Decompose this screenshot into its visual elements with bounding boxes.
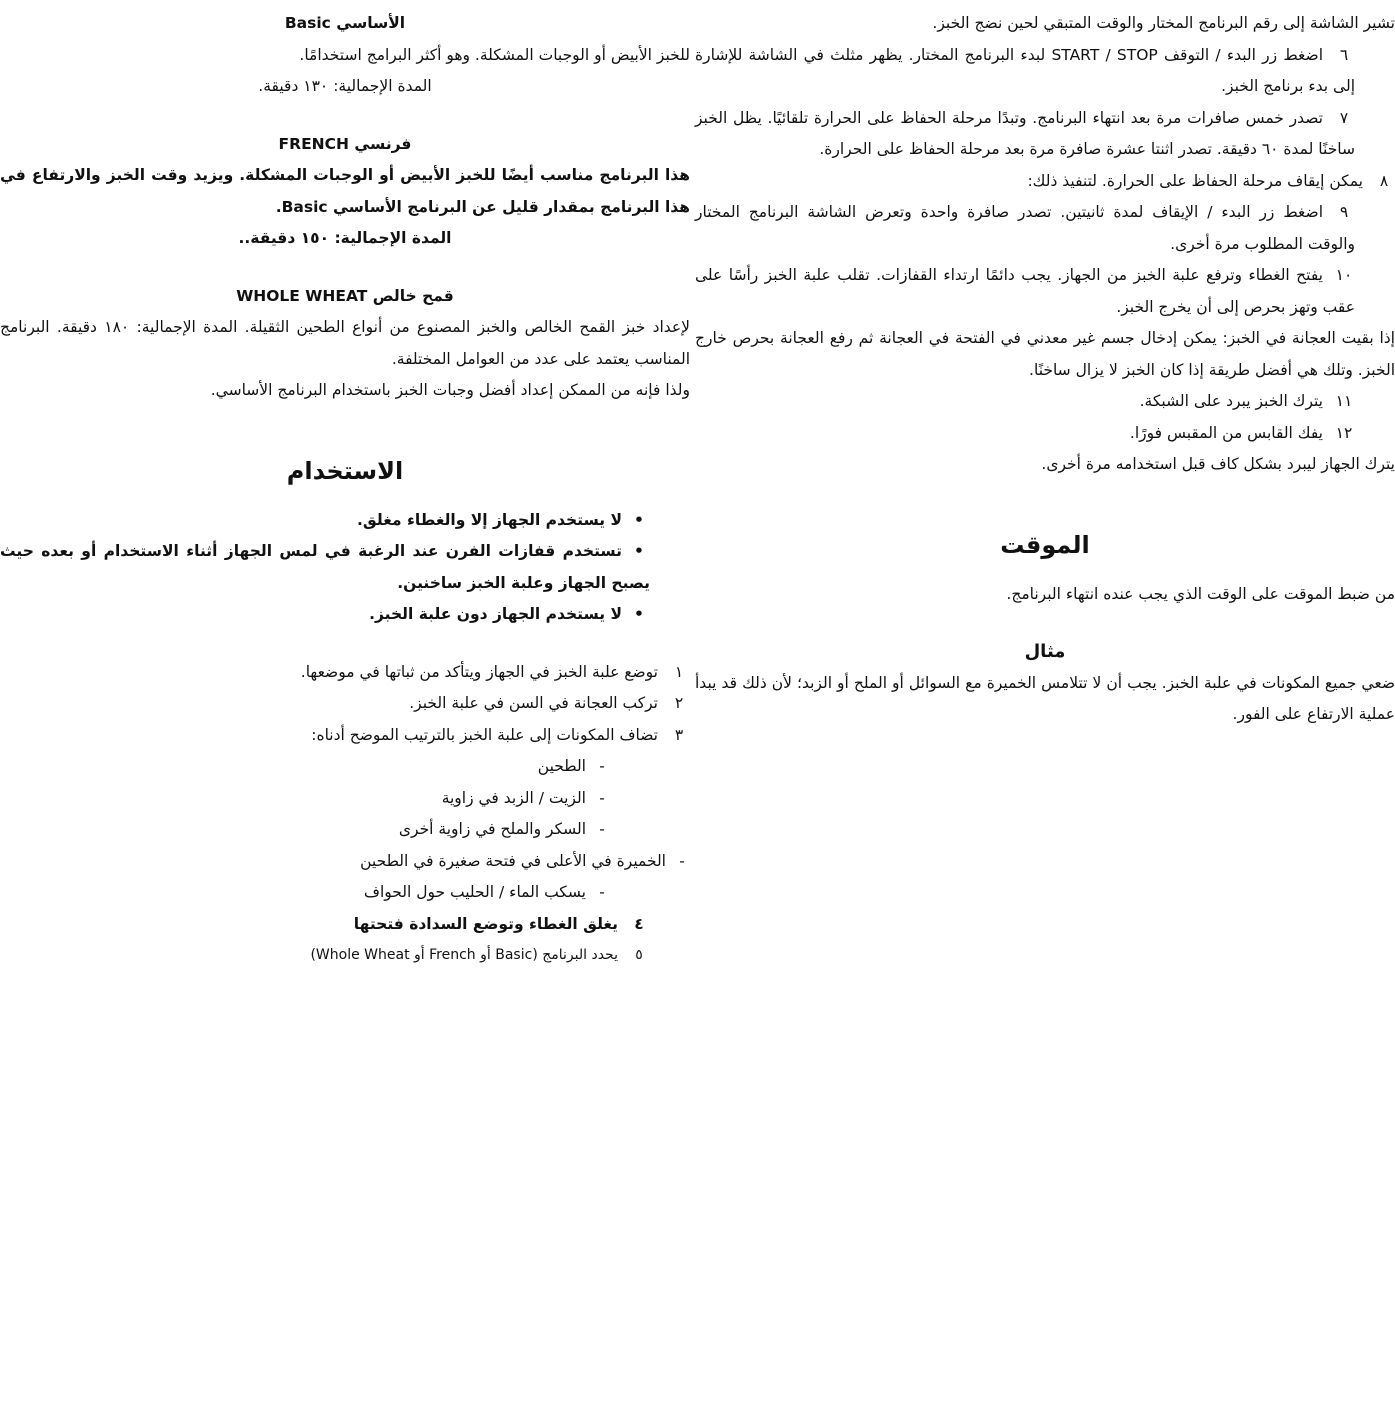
usage-bullet-3 [0, 599, 690, 631]
ingredient-3 [0, 814, 690, 846]
step-number: ١ [674, 662, 684, 681]
step-12 [695, 418, 1395, 450]
usage-bullet-2 [0, 536, 690, 599]
step-9 [695, 197, 1395, 260]
bullet-text: لا يستخدم الجهاز دون علبة الخبز. [369, 605, 622, 623]
step-number: ٩ [1339, 203, 1349, 221]
step-number: ٧ [1339, 108, 1349, 127]
step-number: ١١ [1335, 392, 1353, 410]
ingredient-text: الطحين [537, 757, 586, 775]
step-text: توضع علبة الخبز في الجهاز ويتأكد من ثباتها في موضعها. [300, 662, 658, 681]
step-3 [0, 720, 690, 752]
step-7 [695, 103, 1395, 166]
ingredient-1 [0, 751, 690, 783]
display-info-paragraph: تشير الشاشة إلى رقم البرنامج المختار والوقت المتبقي لحين نضج الخبز. [932, 14, 1395, 32]
basic-total-time: المدة الإجمالية: ١٣٠ دقيقة. [258, 77, 432, 95]
kneader-paragraph: إذا بقيت العجانة في الخبز: يمكن إدخال جسم غير معدني في الفتحة في العجانة ثم رفع العجانة بحرص خارج الخبز. وتلك هي أفضل طريقة إذا كان الخبز لا يزال ساخنًا. [695, 329, 1395, 379]
step-10 [695, 260, 1395, 323]
step-text: يفتح الغطاء وترفع علبة الخبز من الجهاز. يجب دائمًا ارتداء القفازات. تقلب علبة الخبز رأسًا على عقب وتهز بحرص إلى أن يخرج الخبز. [695, 266, 1355, 316]
example-paragraph: ضعي جميع المكونات في علبة الخبز. يجب أن لا تتلامس الخميرة مع السوائل أو الملح أو الزبد؛ لأن ذلك قد يبدأ عملية الارتفاع على الفور. [695, 673, 1395, 723]
ingredient-2 [0, 783, 690, 815]
step-number: ٥ [635, 947, 643, 963]
step-text: يمكن إيقاف مرحلة الحفاظ على الحرارة. لتنفيذ ذلك: [1027, 171, 1363, 190]
step-text: تضاف المكونات إلى علبة الخبز بالترتيب الموضح أدناه: [311, 725, 658, 744]
step-text: يغلق الغطاء وتوضع السدادة فتحتها [353, 914, 618, 933]
step-6 [695, 40, 1395, 103]
timer-heading: الموقت [1000, 530, 1090, 559]
dash-mark: - [599, 757, 605, 775]
bullet-text: لا يستخدم الجهاز إلا والغطاء مغلق. [357, 510, 622, 529]
ingredient-4 [0, 846, 690, 878]
whole-wheat-heading: قمح خالص WHOLE WHEAT [236, 286, 454, 305]
step-4 [0, 909, 690, 941]
bullet-mark: • [634, 542, 644, 560]
bullet-mark: • [634, 605, 644, 623]
dash-mark: - [599, 883, 605, 901]
step-1 [0, 657, 690, 689]
dash-mark: - [679, 851, 685, 870]
step-number: ١٢ [1335, 423, 1353, 442]
step-text: اضغط زر البدء / التوقف START / STOP لبدء البرنامج المختار. يظهر مثلث في الشاشة للإشارة إلى بدء برنامج الخبز. [695, 45, 1355, 95]
basic-description: للخبز الأبيض أو الوجبات المشكلة. وهو أكثر البرامج استخدامًا. [299, 45, 690, 64]
usage-heading: الاستخدام [286, 456, 404, 485]
bullet-text: تستخدم قفازات الفرن عند الرغبة في لمس الجهاز أثناء الاستخدام أو بعده حيث يصبح الجهاز وعلبة الخبز ساخنين. [0, 542, 650, 592]
ingredient-text: الخميرة في الأعلى في فتحة صغيرة في الطحين [360, 851, 666, 870]
bullet-mark: • [634, 510, 644, 529]
step-8 [695, 166, 1395, 198]
dash-mark: - [599, 820, 605, 838]
ingredient-5 [0, 877, 690, 909]
french-total-time: المدة الإجمالية: ١٥٠ دقيقة.. [238, 229, 452, 247]
step-number: ٨ [1379, 171, 1389, 190]
step-number: ٢ [674, 694, 684, 712]
timer-paragraph: من ضبط الموقت على الوقت الذي يجب عنده انتهاء البرنامج. [1006, 584, 1395, 603]
step-5 [0, 940, 690, 972]
step-number: ٣ [674, 725, 684, 744]
step-number: ١٠ [1335, 266, 1353, 284]
ingredient-text: السكر والملح في زاوية أخرى [398, 820, 586, 838]
step-text: تركب العجانة في السن في علبة الخبز. [409, 694, 658, 712]
step-number: ٤ [634, 914, 644, 933]
whole-wheat-note: ولذا فإنه من الممكن إعداد أفضل وجبات الخبز باستخدام البرنامج الأساسي. [210, 381, 690, 399]
step-text: يفك القابس من المقبس فورًا. [1129, 423, 1323, 442]
step-number: ٦ [1339, 45, 1349, 64]
step-text: يترك الخبز يبرد على الشبكة. [1139, 392, 1323, 410]
step-2 [0, 688, 690, 720]
example-heading: مثال [1024, 641, 1066, 662]
right-column [695, 8, 1395, 731]
french-heading: فرنسي FRENCH [278, 134, 412, 153]
step-11 [695, 386, 1395, 418]
whole-wheat-description: لإعداد خبز القمح الخالص والخبز المصنوع من أنواع الطحين الثقيلة. المدة الإجمالية: ١٨٠ دقيقة. البرنامج المناسب يعتمد على عدد من العوامل المختلفة. [0, 318, 690, 368]
left-column [0, 8, 690, 972]
cool-down-paragraph: يترك الجهاز ليبرد بشكل كاف قبل استخدامه مرة أخرى. [1041, 455, 1395, 473]
basic-heading: الأساسي Basic [284, 14, 406, 32]
usage-bullet-1 [0, 505, 690, 537]
step-text: يحدد البرنامج (Basic أو French أو Whole Wheat) [310, 947, 618, 963]
ingredient-text: الزيت / الزبد في زاوية [441, 788, 586, 807]
step-text: اضغط زر البدء / الإيقاف لمدة ثانيتين. تصدر صافرة واحدة وتعرض الشاشة البرنامج المختار والوقت المطلوب مرة أخرى. [695, 203, 1355, 253]
french-description: هذا البرنامج مناسب أيضًا للخبز الأبيض أو الوجبات المشكلة. ويزيد وقت الخبز والارتفاع في هذا البرنامج بمقدار قليل عن البرنامج الأساسي Basic. [0, 166, 690, 216]
dash-mark: - [599, 788, 605, 807]
step-text: تصدر خمس صافرات مرة بعد انتهاء البرنامج. وتبدًا مرحلة الحفاظ على الحرارة تلقائيًا. يظل الخبز ساخنًا لمدة ٦٠ دقيقة. تصدر اثنتا عشرة صافرة مرة بعد مرحلة الحفاظ على الحرارة. [695, 108, 1355, 158]
ingredient-text: يسكب الماء / الحليب حول الحواف [363, 883, 586, 901]
